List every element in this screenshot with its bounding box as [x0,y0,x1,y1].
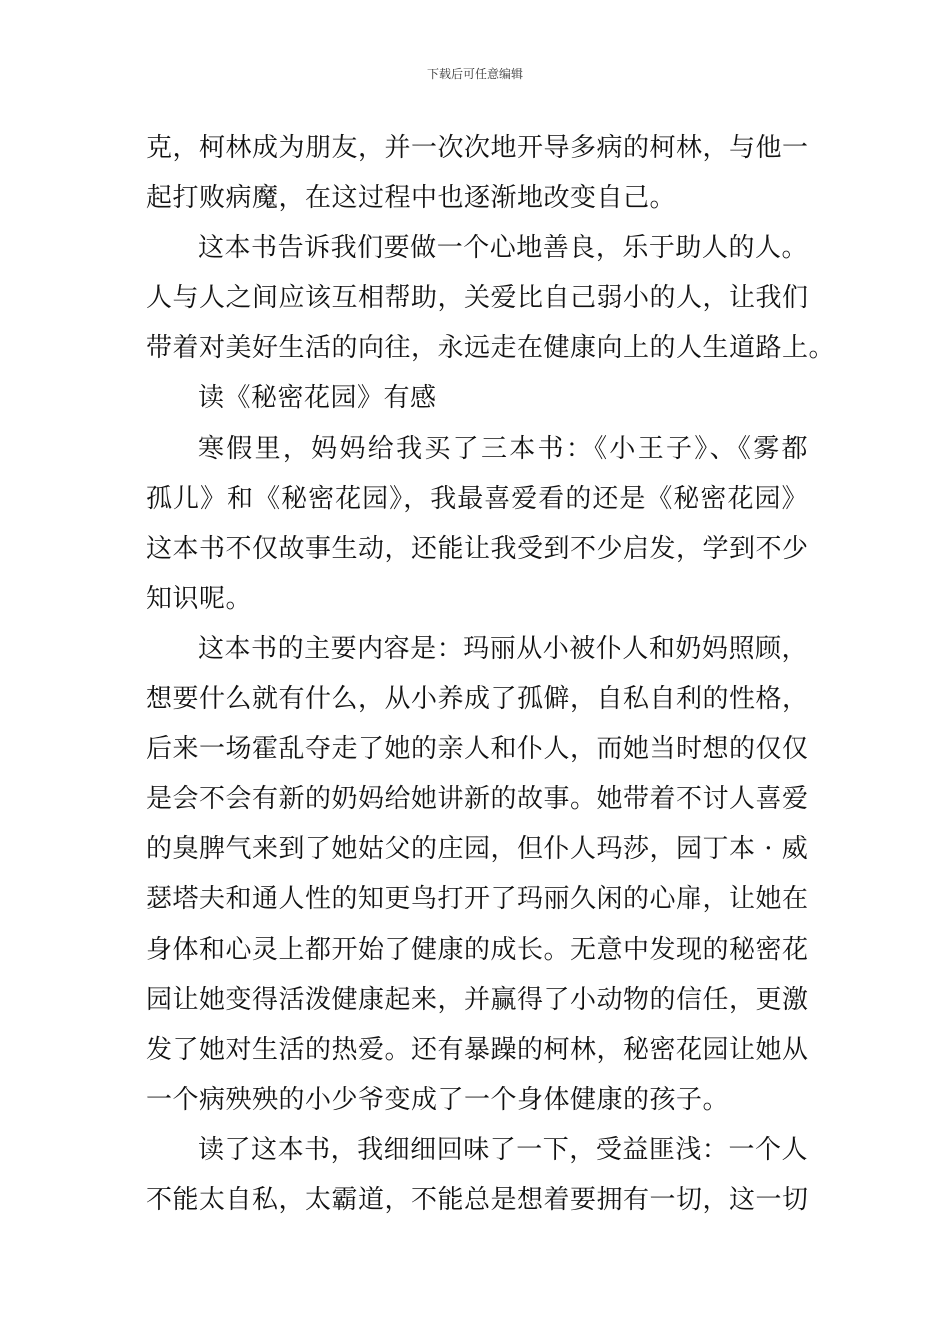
page-header-note: 下载后可任意编辑 [426,67,523,81]
document-body [146,123,836,1225]
text-line: 这本书不仅故事生动，还能让我受到不少启发，学到不少 [146,533,809,564]
text-line: 知识呢。 [146,583,253,614]
text-line: 起打败病魔，在这过程中也逐渐地改变自己。 [146,183,677,214]
text-line: 寒假里，妈妈给我买了三本书：《小王子》、《雾都 [198,433,808,464]
text-line: 一个病殃殃的小少爷变成了一个身体健康的孩子。 [146,1084,730,1115]
text-line: 这本书告诉我们要做一个心地善良，乐于助人的人。 [198,233,808,264]
text-line: 园让她变得活泼健康起来，并赢得了小动物的信任，更激 [146,984,809,1015]
text-line: 读了这本书，我细细回味了一下，受益匪浅：一个人 [198,1134,808,1165]
text-line: 是会不会有新的奶妈给她讲新的故事。她带着不讨人喜爱 [146,784,809,815]
text-line: 的臭脾气来到了她姑父的庄园，但仆人玛莎，园丁本 · 威 [146,834,809,865]
text-line: 瑟塔夫和通人性的知更鸟打开了玛丽久闲的心扉，让她在 [146,884,809,915]
text-line: 发了她对生活的热爱。还有暴躁的柯林，秘密花园让她从 [146,1034,809,1065]
text-line: 不能太自私，太霸道，不能总是想着要拥有一切，这一切 [146,1184,809,1215]
text-line: 后来一场霍乱夺走了她的亲人和仆人，而她当时想的仅仅 [146,734,809,765]
text-line: 带着对美好生活的向往，永远走在健康向上的人生道路上。 [146,333,836,364]
text-line: 人与人之间应该互相帮助，关爱比自己弱小的人，让我们 [146,283,809,314]
text-line: 这本书的主要内容是：玛丽从小被仆人和奶妈照顾， [198,633,808,664]
text-line: 想要什么就有什么，从小养成了孤僻，自私自利的性格， [146,684,809,715]
text-line: 身体和心灵上都开始了健康的成长。无意中发现的秘密花 [146,934,809,965]
text-line: 孤儿》和《秘密花园》，我最喜爱看的还是《秘密花园》 [146,483,808,514]
section-title: 读《秘密花园》有感 [198,383,437,414]
text-line: 克，柯林成为朋友，并一次次地开导多病的柯林，与他一 [146,133,809,163]
